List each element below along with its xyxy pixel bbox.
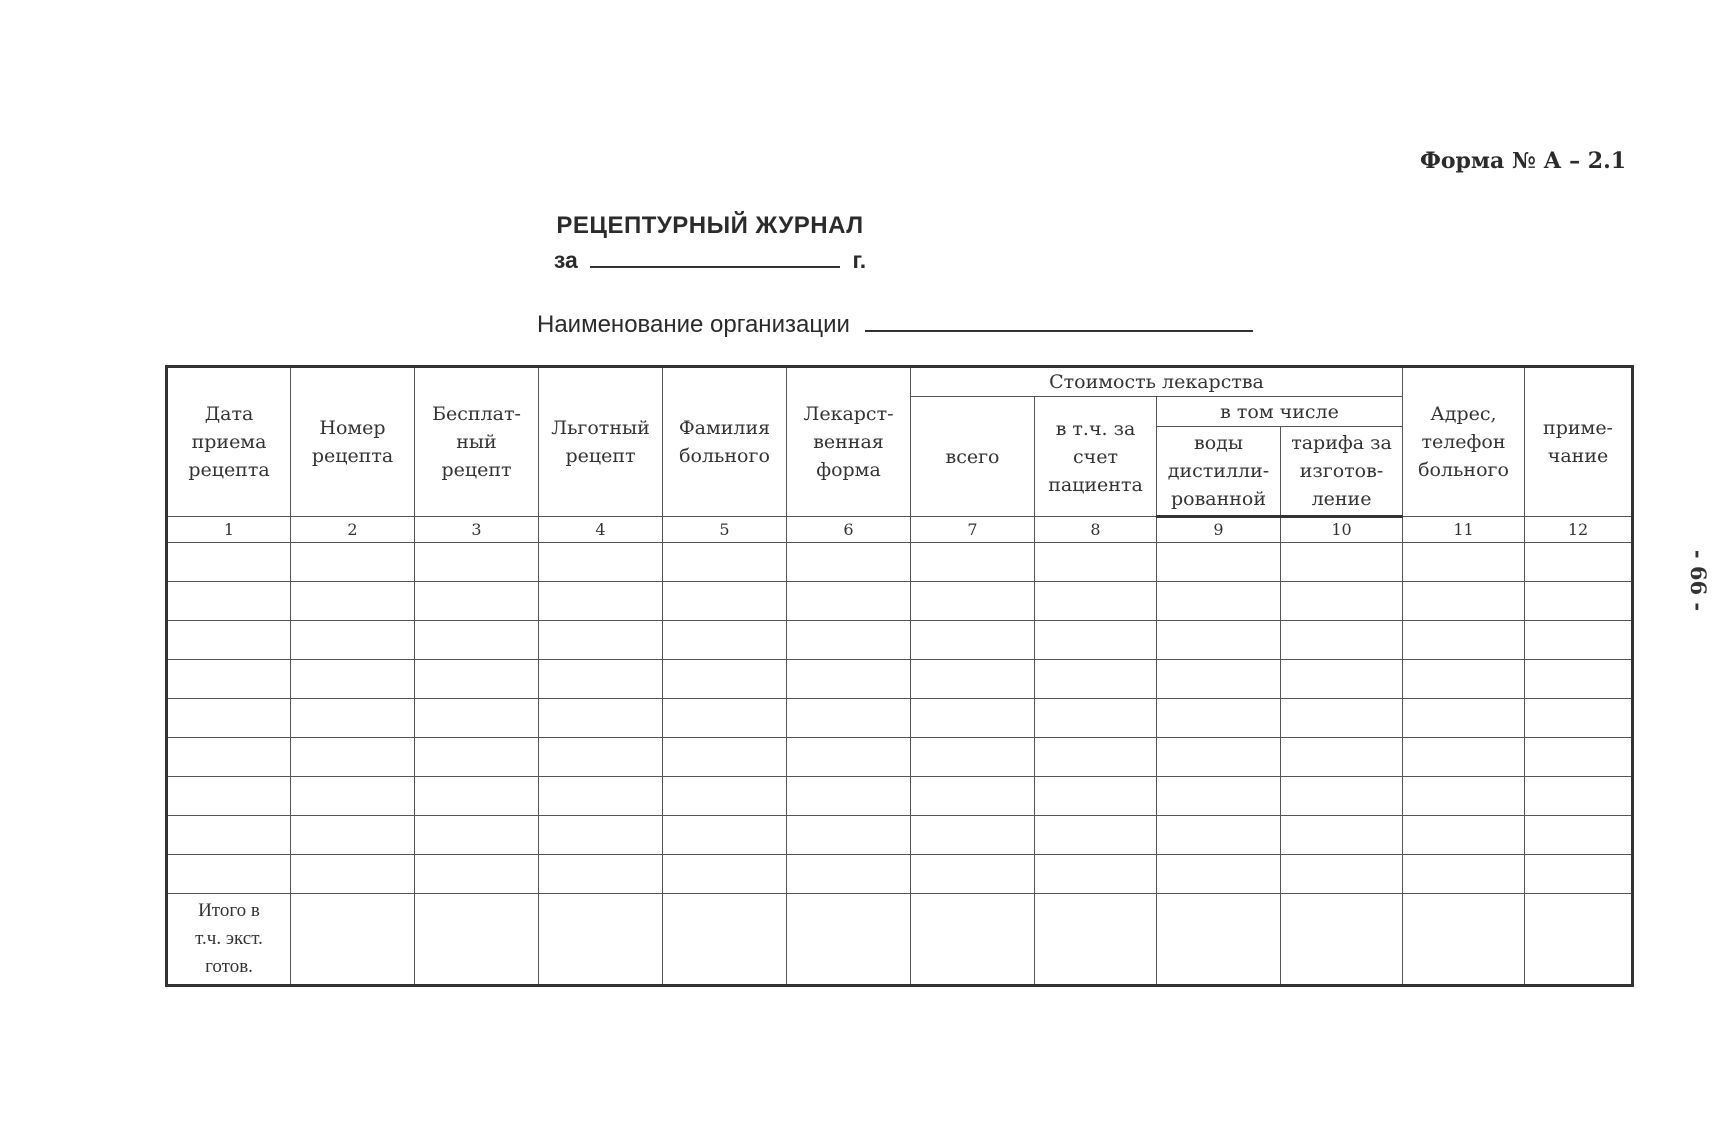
entry-cell[interactable] [539,543,663,582]
entry-cell[interactable] [1281,582,1403,621]
entry-cell[interactable] [1035,816,1157,855]
entry-cell[interactable] [1281,738,1403,777]
header-cost-group: Стоимость лекарства [911,367,1403,397]
entry-cell[interactable] [1403,777,1525,816]
entry-cell[interactable] [663,543,787,582]
column-number: 5 [663,517,787,543]
entry-cell[interactable] [911,777,1035,816]
column-number: 3 [415,517,539,543]
entry-cell[interactable] [1525,660,1633,699]
entry-cell[interactable] [1157,699,1281,738]
entry-cell[interactable] [1157,855,1281,894]
header-address: Адрес, телефон больного [1403,367,1525,517]
entry-cell[interactable] [291,582,415,621]
entry-cell[interactable] [911,855,1035,894]
entry-cell[interactable] [663,738,787,777]
entry-cell[interactable] [1525,738,1633,777]
entry-cell[interactable] [539,855,663,894]
entry-cell[interactable] [911,543,1035,582]
entry-cell[interactable] [1035,699,1157,738]
header-surname: Фамилия больного [663,367,787,517]
entry-cell[interactable] [663,816,787,855]
entry-cell[interactable] [415,738,539,777]
period-prefix: за [553,247,578,273]
entry-cell[interactable] [291,621,415,660]
column-number: 6 [787,517,911,543]
entry-cell[interactable] [1525,582,1633,621]
total-cell[interactable] [787,894,911,986]
total-cell[interactable] [291,894,415,986]
entry-cell[interactable] [291,777,415,816]
entry-cell[interactable] [167,621,291,660]
total-row [167,894,1633,986]
entry-cell[interactable] [787,699,911,738]
header-cost-total: всего [911,397,1035,517]
entry-cell[interactable] [787,621,911,660]
total-cell[interactable] [1157,894,1281,986]
table-row [167,660,1633,699]
entry-cell[interactable] [1403,699,1525,738]
total-cell[interactable] [539,894,663,986]
entry-cell[interactable] [911,582,1035,621]
entry-cell[interactable] [663,582,787,621]
entry-cell[interactable] [1281,816,1403,855]
entry-cell[interactable] [415,699,539,738]
table-row [167,582,1633,621]
table-row [167,699,1633,738]
header-date: Дата приема рецепта [167,367,291,517]
entry-cell[interactable] [787,855,911,894]
journal-entry-rows [167,543,1633,894]
header-free: Бесплат- ный рецепт [415,367,539,517]
entry-cell[interactable] [1035,777,1157,816]
column-number: 2 [291,517,415,543]
entry-cell[interactable] [663,855,787,894]
entry-cell[interactable] [911,699,1035,738]
entry-cell[interactable] [1035,582,1157,621]
entry-cell[interactable] [787,777,911,816]
entry-cell[interactable] [539,699,663,738]
entry-cell[interactable] [911,660,1035,699]
entry-cell[interactable] [1035,855,1157,894]
entry-cell[interactable] [1403,738,1525,777]
total-cell[interactable] [1035,894,1157,986]
entry-cell[interactable] [1157,777,1281,816]
column-number: 12 [1525,517,1633,543]
entry-cell[interactable] [787,543,911,582]
header-note: приме- чание [1525,367,1633,517]
entry-cell[interactable] [291,738,415,777]
entry-cell[interactable] [167,660,291,699]
total-cell[interactable] [1525,894,1633,986]
entry-cell[interactable] [663,777,787,816]
table-row [167,777,1633,816]
entry-cell[interactable] [291,660,415,699]
entry-cell[interactable] [663,621,787,660]
entry-cell[interactable] [1035,621,1157,660]
table-row [167,543,1633,582]
column-number: 9 [1157,517,1281,543]
header-dosage-form: Лекарст- венная форма [787,367,911,517]
header-discount: Льготный рецепт [539,367,663,517]
organization-label: Наименование организации [537,311,850,338]
entry-cell[interactable] [1525,543,1633,582]
header-number: Номер рецепта [291,367,415,517]
entry-cell[interactable] [291,855,415,894]
entry-cell[interactable] [1281,777,1403,816]
entry-cell[interactable] [167,738,291,777]
entry-cell[interactable] [291,816,415,855]
column-number: 1 [167,517,291,543]
entry-cell[interactable] [787,660,911,699]
entry-cell[interactable] [167,855,291,894]
entry-cell[interactable] [167,582,291,621]
entry-cell[interactable] [1281,855,1403,894]
entry-cell[interactable] [167,777,291,816]
total-cell[interactable] [1403,894,1525,986]
entry-cell[interactable] [539,660,663,699]
entry-cell[interactable] [415,660,539,699]
entry-cell[interactable] [1403,660,1525,699]
entry-cell[interactable] [1403,855,1525,894]
entry-cell[interactable] [787,738,911,777]
entry-cell[interactable] [1035,543,1157,582]
header-patient-paid: в т.ч. за счет пациента [1035,397,1157,517]
total-cell[interactable] [1281,894,1403,986]
entry-cell[interactable] [291,699,415,738]
entry-cell[interactable] [1525,816,1633,855]
entry-cell[interactable] [1157,738,1281,777]
entry-cell[interactable] [663,699,787,738]
entry-cell[interactable] [167,699,291,738]
entry-cell[interactable] [1281,621,1403,660]
entry-cell[interactable] [1035,738,1157,777]
entry-cell[interactable] [291,543,415,582]
form-number: Форма № А – 2.1 [1420,148,1627,174]
column-number: 7 [911,517,1035,543]
entry-cell[interactable] [415,621,539,660]
table-row [167,621,1633,660]
column-number: 10 [1281,517,1403,543]
entry-cell[interactable] [539,738,663,777]
entry-cell[interactable] [415,582,539,621]
column-number: 8 [1035,517,1157,543]
entry-cell[interactable] [1157,582,1281,621]
organization-blank-field[interactable] [865,310,1253,332]
entry-cell[interactable] [415,777,539,816]
entry-cell[interactable] [1035,660,1157,699]
entry-cell[interactable] [1157,660,1281,699]
column-number: 11 [1403,517,1525,543]
document-title: РЕЦЕПТУРНЫЙ ЖУРНАЛ [556,212,864,239]
entry-cell[interactable] [167,543,291,582]
entry-cell[interactable] [415,855,539,894]
total-cell[interactable] [911,894,1035,986]
entry-cell[interactable] [1281,543,1403,582]
table-row [167,738,1633,777]
entry-cell[interactable] [539,816,663,855]
entry-cell[interactable] [1157,816,1281,855]
entry-cell[interactable] [1403,621,1525,660]
header-including-group: в том числе [1157,397,1403,427]
column-number-row [167,517,1633,543]
entry-cell[interactable] [539,777,663,816]
entry-cell[interactable] [415,543,539,582]
header-tariff: тарифа за изготов- ление [1281,427,1403,517]
entry-cell[interactable] [911,738,1035,777]
header-distilled-water: воды дистилли- рованной [1157,427,1281,517]
entry-cell[interactable] [1403,543,1525,582]
entry-cell[interactable] [415,816,539,855]
total-label: Итого в т.ч. экст. готов. [167,894,291,986]
entry-cell[interactable] [167,816,291,855]
period-line [0,246,1420,274]
entry-cell[interactable] [787,582,911,621]
period-suffix: г. [852,247,867,273]
entry-cell[interactable] [539,582,663,621]
total-cell[interactable] [415,894,539,986]
organization-line [537,310,1253,339]
entry-cell[interactable] [1281,660,1403,699]
entry-cell[interactable] [911,621,1035,660]
entry-cell[interactable] [1157,543,1281,582]
entry-cell[interactable] [1525,855,1633,894]
entry-cell[interactable] [663,660,787,699]
entry-cell[interactable] [911,816,1035,855]
entry-cell[interactable] [1403,582,1525,621]
entry-cell[interactable] [787,816,911,855]
entry-cell[interactable] [1525,621,1633,660]
column-number: 4 [539,517,663,543]
page-number: - 66 - [1686,549,1712,612]
total-cell[interactable] [663,894,787,986]
entry-cell[interactable] [539,621,663,660]
entry-cell[interactable] [1525,777,1633,816]
entry-cell[interactable] [1525,699,1633,738]
period-blank-field[interactable] [590,246,840,268]
entry-cell[interactable] [1281,699,1403,738]
entry-cell[interactable] [1157,621,1281,660]
entry-cell[interactable] [1403,816,1525,855]
prescription-journal-table [165,365,1634,987]
table-row [167,855,1633,894]
table-row [167,816,1633,855]
